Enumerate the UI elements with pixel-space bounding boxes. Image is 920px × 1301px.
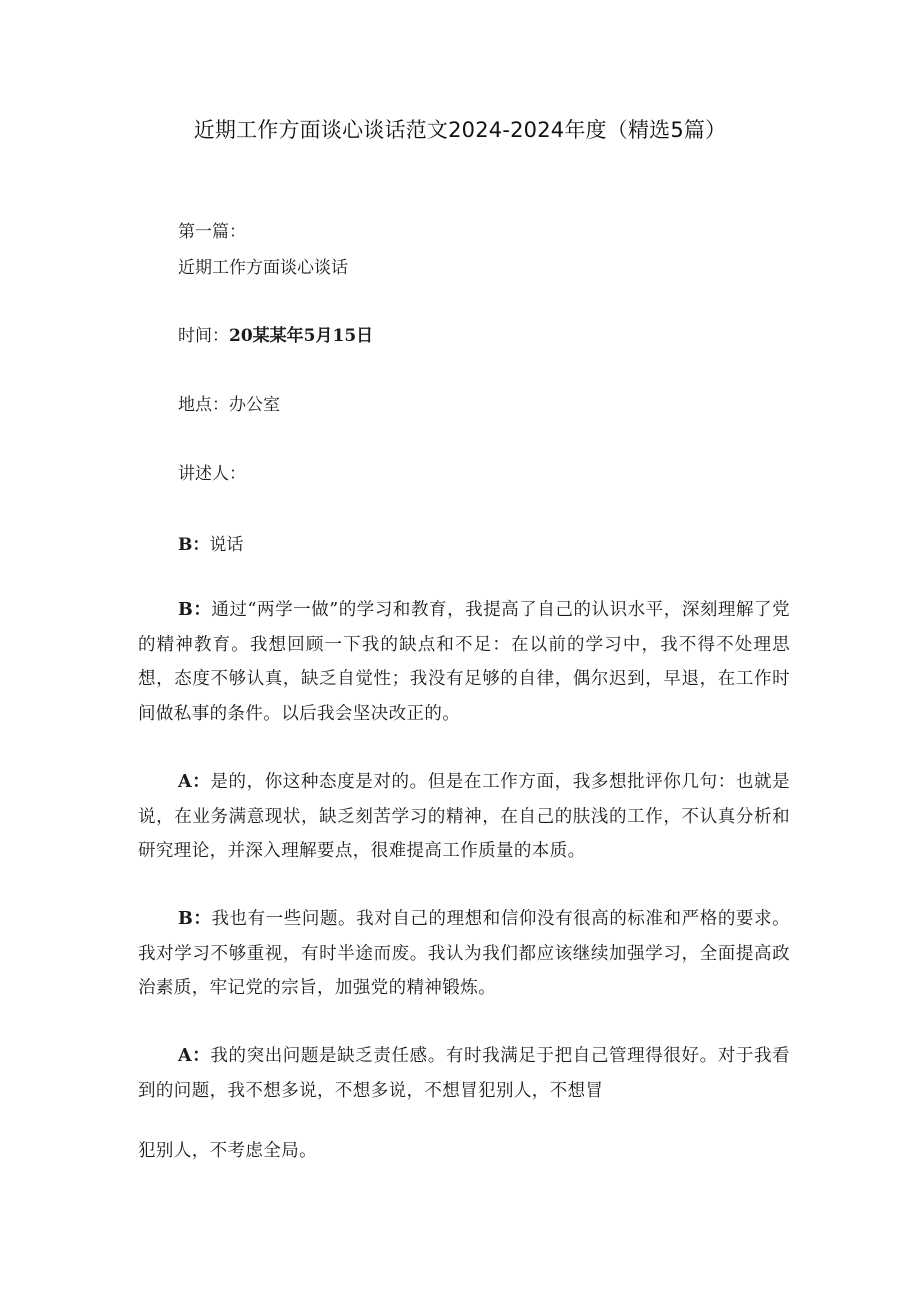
paragraph-text: 是的，你这种态度是对的。但是在工作方面，我多想批评你几句：也就是说，在业务满意现状，缺乏刻苦学习的精神，在自己的肤浅的工作，不认真分析和研究理论，并深入理解要点，很难提高工作质量的本质。 xyxy=(138,772,790,861)
narrator-label: 讲述人： xyxy=(178,464,246,484)
paragraph-text: 我也有一些问题。我对自己的理想和信仰没有很高的标准和严格的要求。我对学习不够重视，有时半途而废。我认为我们都应该继续加强学习，全面提高政治素质，牢记党的宗旨，加强党的精神锻炼。 xyxy=(138,909,790,998)
speaker-label: B： xyxy=(178,909,212,929)
paragraph-text: 我的突出问题是缺乏责任感。有时我满足于把自己管理得很好。对于我看到的问题，我不想多说，不想多说，不想冒犯别人，不想冒 xyxy=(138,1046,790,1101)
place-value: 办公室 xyxy=(229,395,280,415)
dialogue-paragraph xyxy=(138,765,790,869)
dialogue-paragraph xyxy=(138,1039,790,1108)
place-row xyxy=(178,392,280,418)
section-heading: 第一篇： xyxy=(178,222,246,242)
speaker-label: A： xyxy=(178,772,211,792)
time-row xyxy=(178,323,373,349)
time-label: 时间： xyxy=(178,326,229,346)
document-title: 近期工作方面谈心谈话范文2024-2024年度（精选5篇） xyxy=(193,118,727,142)
section-title: 近期工作方面谈心谈话 xyxy=(178,258,348,278)
final-line: 犯别人，不考虑全局。 xyxy=(138,1141,317,1161)
speaker-line-text: 说话 xyxy=(209,535,244,555)
place-label: 地点： xyxy=(178,395,229,415)
dialogue-paragraph xyxy=(138,593,790,731)
speaker-b-line xyxy=(178,532,243,558)
dialogue-paragraph xyxy=(138,902,790,1006)
paragraph-text: 通过“两学一做”的学习和教育，我提高了自己的认识水平，深刻理解了党的精神教育。我想回顾一下我的缺点和不足：在以前的学习中，我不得不处理思想，态度不够认真，缺乏自觉性；我没有足够的自律，偶尔迟到，早退，在工作时间做私事的条件。以后我会坚决改正的。 xyxy=(138,600,790,724)
time-value: 20某某年5月15日 xyxy=(229,326,374,346)
speaker-label: A： xyxy=(178,1046,211,1066)
speaker-label: B： xyxy=(178,600,212,620)
speaker-label: B： xyxy=(178,535,210,555)
